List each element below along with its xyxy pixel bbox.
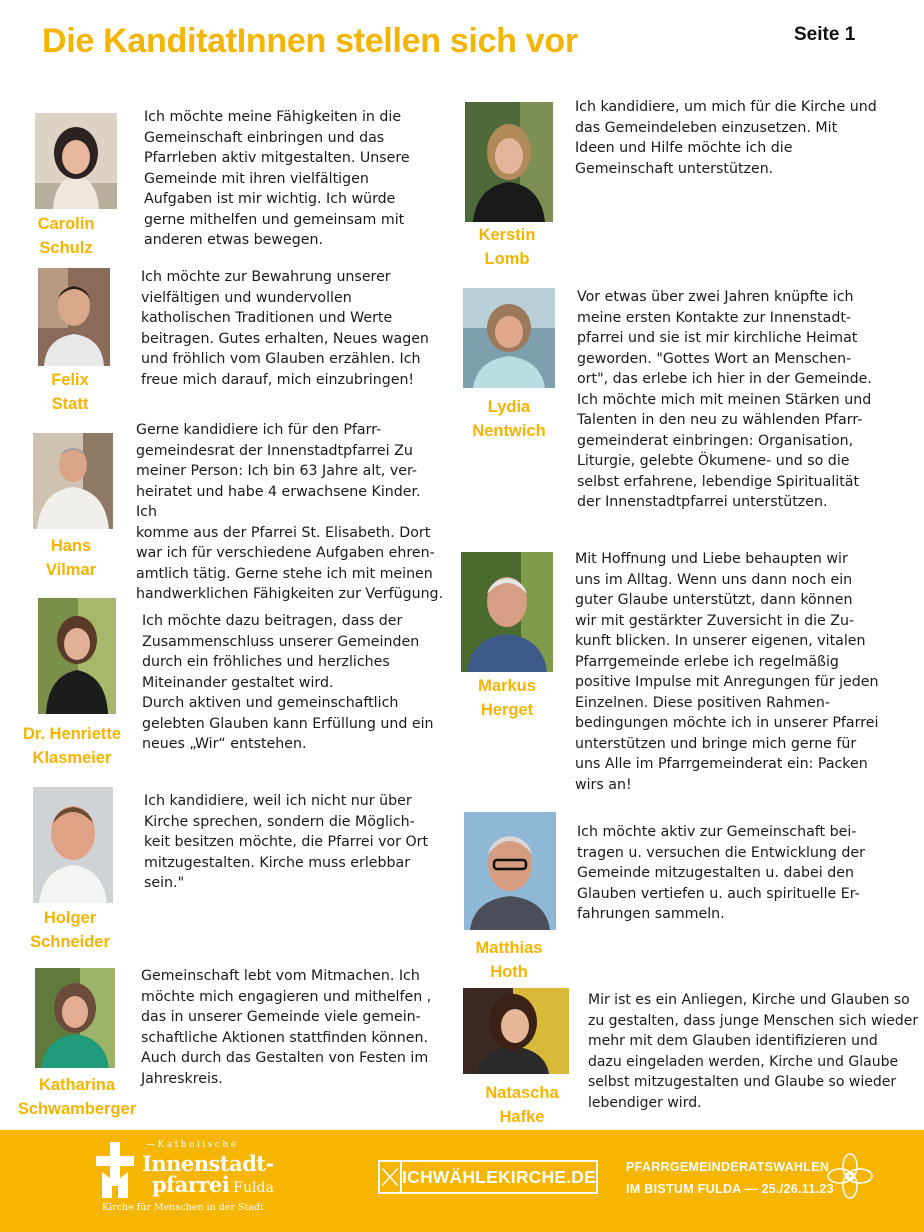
logo-katholische: —Katholische — [146, 1140, 239, 1150]
page-number: Seite 1 — [794, 24, 856, 45]
candidate-name: Hans Vilmar — [45, 537, 97, 579]
candidate-bio: Ich möchte aktiv zur Gemeinschaft bei- tragen u. versuchen die Entwicklung der Gemeinde mitzugestalten u. dabei den Glauben vertiefen u. auch spirituelle Er- fahrungen sammeln. — [577, 824, 865, 922]
candidate-bio: Ich kandidiere, um mich für die Kirche und das Gemeindeleben einzusetzen. Mit Ideen und Hilfe möchte ich die Gemeinschaft unterstützen. — [575, 99, 877, 177]
candidate-bio: Mir ist es ein Anliegen, Kirche und Glauben so zu gestalten, dass junge Menschen sich wieder mehr mit dem Glauben identifizieren und dazu eingeladen werden, Kirche und Glaube selbst mitzugestalten und Glaube so wieder lebendiger wird. — [588, 992, 919, 1111]
logo-line-1: Innenstadt- — [142, 1151, 274, 1176]
candidate-photo-henriette-klasmeier — [38, 598, 116, 714]
candidate-bio: Ich kandidiere, weil ich nicht nur über Kirche sprechen, sondern die Möglich- keit besitzen möchte, die Pfarrei vor Ort mitzugestalten. Kirche muss erlebbar sein." — [144, 793, 429, 891]
candidate-bio: Ich möchte zur Bewahrung unserer vielfältigen und wundervollen katholischen Traditionen und Werte beitragen. Gutes erhalten, Neues wagen und fröhlich vom Glauben erzählen. Ich freue mich darauf, mich einzubringen! — [141, 269, 429, 388]
candidate-bio: Gerne kandidiere ich für den Pfarr- gemeindesrat der Innenstadtpfarrei Zu meiner Person: Ich bin 63 Jahre alt, ver- heiratet und habe 4 erwachsene Kinder. Ich komme aus der Pfarrei St. Elisabeth. Dort war ich für verschiedene Aufgaben ehren- amtlich tätig. Gerne stehe ich mit meinen handwerklichen Fähigkeiten zur Verfügung. — [136, 422, 444, 602]
candidate-name: Katharina Schwamberger — [17, 1076, 137, 1118]
candidate-photo-kerstin-lomb — [465, 102, 553, 222]
candidate-photo-lydia-nentwich — [463, 288, 555, 388]
candidate-photo-hans-vilmar — [33, 433, 113, 529]
candidate-name: Matthias Hoth — [475, 939, 543, 981]
candidate-bio: Ich möchte meine Fähigkeiten in die Gemeinschaft einbringen und das Pfarrleben aktiv mitgestalten. Unsere Gemeinde mit ihren vielfältigen Aufgaben ist mir wichtig. Ich würde gerne mithelfen und gemeinsam mit anderen etwas bewegen. — [144, 109, 410, 248]
candidate-name: Markus Herget — [478, 677, 536, 719]
ballot-envelope-icon — [380, 1162, 402, 1192]
candidate-name: Kerstin Lomb — [478, 226, 536, 268]
church-cross-icon — [94, 1142, 136, 1198]
candidate-bio: Gemeinschaft lebt vom Mitmachen. Ich möchte mich engagieren und mithelfen , das in unserer Gemeinde viele gemein- schaftliche Aktionen stattfinden können. Auch durch das Gestalten von Festen im Jahreskreis. — [141, 968, 432, 1087]
candidate-name: Holger Schneider — [30, 909, 110, 951]
candidate-name: Natascha Hafke — [485, 1084, 559, 1126]
candidate-photo-katharina-schwamberger — [35, 968, 115, 1068]
candidate-name: Felix Statt — [51, 371, 89, 413]
candidate-photo-markus-herget — [461, 552, 553, 672]
logo-line-2: pfarrei Fulda — [152, 1172, 274, 1197]
footer-bar — [0, 1130, 924, 1232]
innenstadtpfarrei-logo[interactable] — [94, 1138, 274, 1218]
logo-tagline: Kirche für Menschen in der Stadt — [102, 1202, 264, 1213]
candidate-photo-carolin-schulz — [35, 113, 117, 209]
candidate-name: Carolin Schulz — [37, 215, 95, 257]
website-text: ICHWÄHLEKIRCHE.DE — [402, 1166, 596, 1187]
candidate-name: Dr. Henriette Klasmeier — [22, 725, 122, 767]
candidate-bio: Ich möchte dazu beitragen, dass der Zusammenschluss unserer Gemeinden durch ein fröhliches und herzliches Miteinander gestaltet wird. Durch aktiven und gemeinschaftlich gelebten Glauben kann Erfüllung und ein neues „Wir“ entstehen. — [142, 613, 434, 752]
candidate-photo-felix-statt — [38, 268, 110, 366]
election-flower-icon — [826, 1152, 874, 1200]
candidate-bio: Mit Hoffnung und Liebe behaupten wir uns im Alltag. Wenn uns dann noch ein guter Glaube unterstützt, dann können wir mit gestärkter Zuversicht in die Zu- kunft blicken. In unserer eigenen, vitalen Pfarrgemeinde erlebe ich regelmäßig positive Impulse mit Anregungen für jeden Einzelnen. Diese positiven Rahmen- bedingungen möchte ich in unserer Pfarrei unterstützen und bringe mich gerne für uns Alle im Pfarrgemeinderat ein: Packen wirs an! — [575, 551, 879, 793]
candidate-photo-matthias-hoth — [464, 812, 556, 930]
election-title: PFARRGEMEINDERATSWAHLEN — [626, 1160, 830, 1174]
candidate-photo-holger-schneider — [33, 787, 113, 903]
candidate-photo-natascha-hafke — [463, 988, 569, 1074]
candidate-name: Lydia Nentwich — [472, 398, 546, 440]
candidate-bio: Vor etwas über zwei Jahren knüpfte ich meine ersten Kontakte zur Innenstadt- pfarrei und sie ist mir kirchliche Heimat geworden. "Gottes Wort an Menschen- ort", das erlebe ich hier in der Gemeinde. Ich möchte mich mit meinen Stärken und Talenten in den neu zu wählenden Pfarr- gemeinderat einbringen: Organisation, Liturgie, gelebte Ökumene- und so die selbst erfahrene, lebendige Spiritualität der Innenstadtpfarrei unterstützen. — [577, 289, 872, 510]
election-date: IM BISTUM FULDA — 25./26.11.23 — [626, 1182, 834, 1196]
website-link[interactable] — [378, 1160, 598, 1194]
page-title: Die KanditatInnen stellen sich vor — [42, 22, 578, 60]
